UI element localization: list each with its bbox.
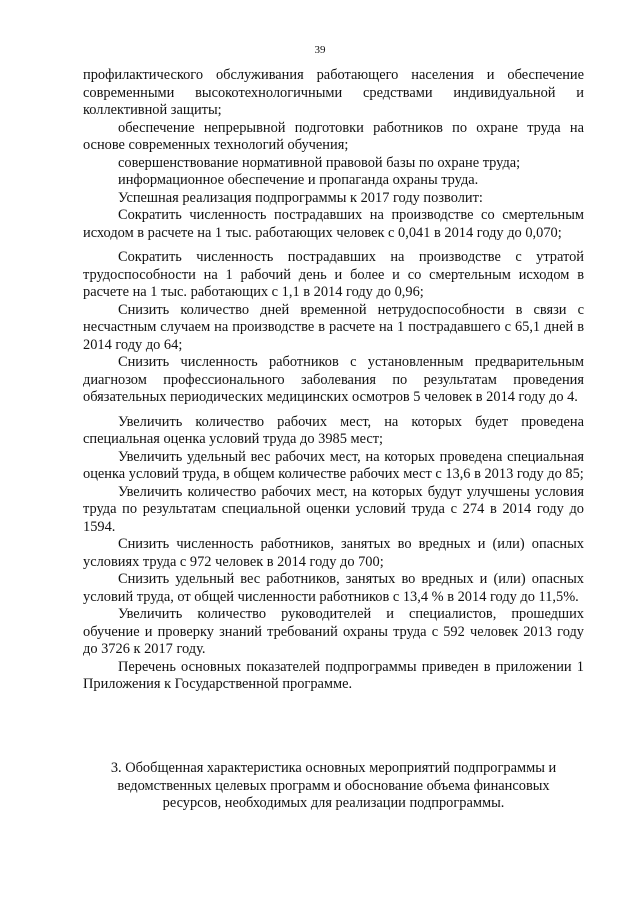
paragraph-fatal-injuries: Сократить численность пострадавших на производстве со смертельным исходом в расчете на 1 тыс. работающих человек с 0,041 в 2014 году до 0,070; (83, 207, 584, 241)
paragraph-improved-conditions: Увеличить количество рабочих мест, на которых будут улучшены условия труда по результатам специальной оценки условий труда с 274 в 2014 году до 1594. (83, 483, 584, 535)
body-text (83, 67, 584, 694)
paragraph-disability-injuries: Сократить численность пострадавших на производстве с утратой трудоспособности на 1 рабочий день и более и со смертельным исходом в расчете на 1 тыс. работающих с 1,1 в 2014 году до 0,96; (83, 249, 584, 300)
paragraph-results-intro: Успешная реализация подпрограммы к 2017 году позволит: (118, 189, 483, 206)
paragraph-managers-trained: Увеличить количество руководителей и специалистов, прошедших обучение и проверку знаний требований охраны труда с 592 человек 2013 году до 3726 к 2017 году. (83, 606, 584, 657)
section-heading-line-3: ресурсов, необходимых для реализации подпрограммы. (162, 795, 505, 811)
section-heading (83, 760, 584, 813)
page-number: 39 (314, 44, 326, 56)
paragraph-hazardous-count: Снизить численность работников, занятых во вредных и (или) опасных условиях труда с 972 человек в 2014 году до 700; (83, 536, 584, 570)
section-heading-line-2: ведомственных целевых программ и обоснование объема финансовых (117, 777, 550, 794)
paragraph-assessed-workplaces: Увеличить количество рабочих мест, на которых будет проведена специальная оценка условий труда до 3985 мест; (83, 413, 584, 447)
paragraph-sick-days: Снизить количество дней временной нетрудоспособности в связи с несчастным случаем на производстве в расчете на 1 пострадавшего с 65,1 дней в 2014 году до 64; (83, 301, 584, 353)
paragraph-occupational-disease: Снизить численность работников с установленным предварительным диагнозом профессионального заболевания по результатам проведения обязательных периодических медицинских осмотров 5 человек в 2014 году до 4. (83, 354, 584, 405)
paragraph-indicators-reference: Перечень основных показателей подпрограммы приведен в приложении 1 Приложения к Государственной программе. (83, 658, 584, 692)
paragraph-training: обеспечение непрерывной подготовки работников по охране труда на основе современных технологий обучения; (83, 119, 584, 153)
paragraph-assessment-share: Увеличить удельный вес рабочих мест, на которых проведена специальная оценка условий труда, в общем количестве рабочих мест с 13,6 в 2013 году до 85; (83, 448, 584, 482)
paragraph-hazardous-share: Снизить удельный вес работников, занятых во вредных и (или) опасных условий труда, от общей численности работников с 13,4 % в 2014 году до 11,5%. (83, 571, 584, 605)
paragraph-ppe: профилактического обслуживания работающего населения и обеспечение современными высокотехнологичными средствами индивидуальной и коллективной защиты; (83, 67, 584, 118)
section-heading-line-1: 3. Обобщенная характеристика основных мероприятий подпрограммы и (110, 760, 557, 776)
paragraph-information: информационное обеспечение и пропаганда охраны труда. (118, 172, 479, 188)
paragraph-legal-base: совершенствование нормативной правовой базы по охране труда; (118, 154, 521, 171)
